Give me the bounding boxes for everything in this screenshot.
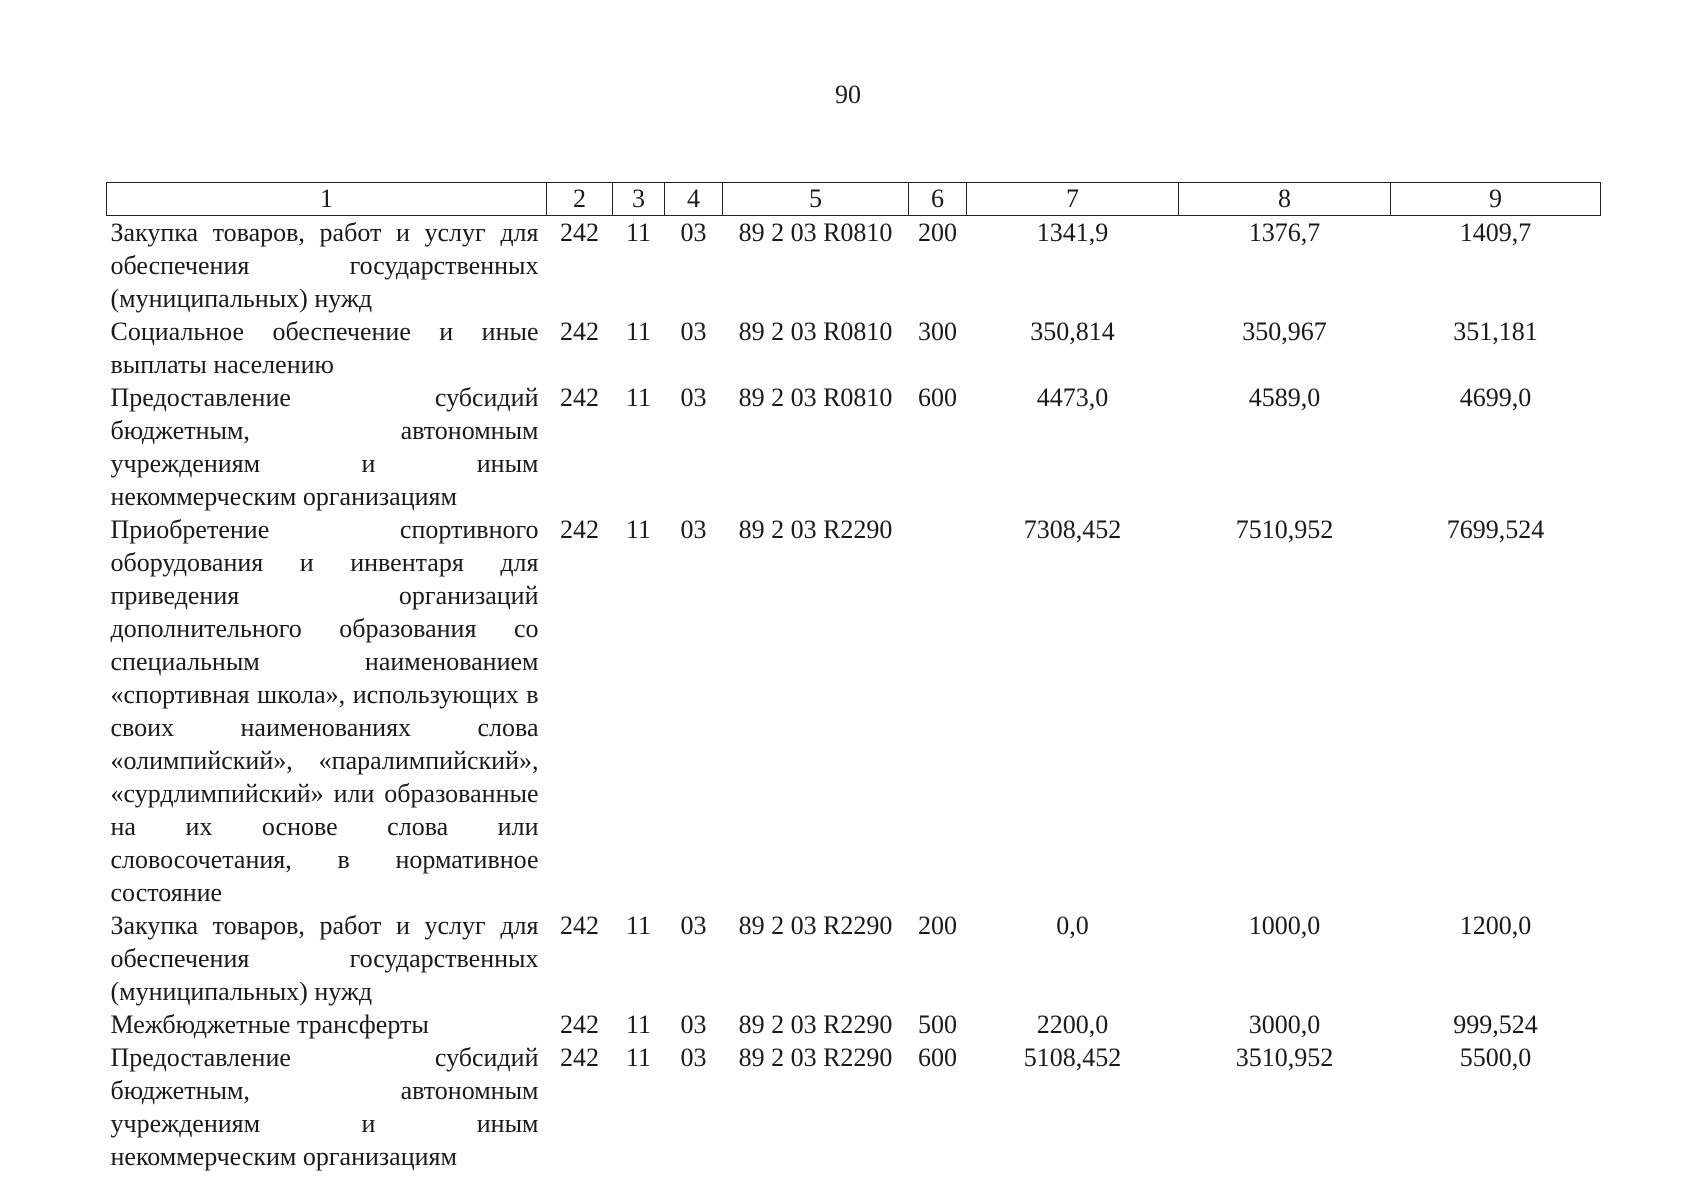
table-row: [107, 513, 1601, 909]
cell-code-section: 11: [625, 1010, 652, 1039]
cell-code-target: 89 2 03 R2290: [738, 1043, 893, 1072]
cell-code-subsection: 03: [680, 218, 707, 247]
column-header: 8: [1179, 183, 1391, 216]
cell-code-section: 11: [625, 317, 652, 346]
cell-code-section: 11: [625, 1043, 652, 1072]
cell-code-target: 89 2 03 R2290: [738, 911, 893, 940]
row-description: Предоставление субсидий бюджетным, автономным учреждениям и иным некоммерческим организациям: [110, 383, 539, 511]
cell-amount: 350,967: [1242, 317, 1327, 346]
cell-code-section: 11: [625, 218, 652, 247]
cell-code-expense-type: 300: [918, 317, 957, 346]
cell-code-section: 11: [625, 383, 652, 412]
cell-amount: 1409,7: [1459, 218, 1532, 247]
cell-amount: 1341,9: [1036, 218, 1109, 247]
column-header: 2: [547, 183, 613, 216]
cell-amount: 7308,452: [1023, 515, 1122, 544]
cell-code-ministry: 242: [560, 515, 599, 544]
column-header: 1: [107, 183, 547, 216]
row-description: Межбюджетные трансферты: [110, 1010, 429, 1039]
cell-code-target: 89 2 03 R2290: [738, 515, 893, 544]
row-description: Закупка товаров, работ и услуг для обеспечения государственных (муниципальных) нужд: [110, 218, 539, 313]
cell-amount: 5108,452: [1023, 1043, 1122, 1072]
table-body: [107, 216, 1601, 1174]
cell-amount: 1000,0: [1248, 911, 1321, 940]
cell-code-target: 89 2 03 R0810: [738, 218, 893, 247]
cell-code-expense-type: 500: [918, 1010, 957, 1039]
cell-code-ministry: 242: [560, 218, 599, 247]
table-row: [107, 381, 1601, 513]
cell-amount: 0,0: [1056, 911, 1089, 940]
cell-amount: 2200,0: [1036, 1010, 1109, 1039]
cell-code-subsection: 03: [680, 1043, 707, 1072]
cell-code-target: 89 2 03 R0810: [738, 383, 893, 412]
table-row: [107, 1008, 1601, 1041]
cell-amount: 7699,524: [1446, 515, 1545, 544]
cell-code-section: 11: [625, 911, 652, 940]
column-header: 6: [909, 183, 967, 216]
cell-amount: 4473,0: [1036, 383, 1109, 412]
cell-code-ministry: 242: [560, 317, 599, 346]
column-header: 9: [1391, 183, 1601, 216]
cell-code-target: 89 2 03 R2290: [738, 1010, 893, 1039]
cell-amount: 1376,7: [1248, 218, 1321, 247]
cell-amount: 3510,952: [1235, 1043, 1334, 1072]
cell-code-subsection: 03: [680, 1010, 707, 1039]
row-description: Приобретение спортивного оборудования и инвентаря для приведения организаций дополнительного образования со специальным наименованием «спортивная школа», использующих в своих наименованиях слова «олимпийский», «паралимпийский», «сурдлимпийский» или образованные на их основе слова или словосочетания, в нормативное состояние: [110, 515, 539, 907]
row-description: Предоставление субсидий бюджетным, автономным учреждениям и иным некоммерческим организациям: [110, 1043, 539, 1171]
column-header: 7: [967, 183, 1179, 216]
cell-code-expense-type: 600: [918, 383, 957, 412]
column-header: 4: [665, 183, 723, 216]
page-number: 90: [835, 80, 861, 109]
cell-code-subsection: 03: [680, 515, 707, 544]
cell-code-subsection: 03: [680, 911, 707, 940]
cell-code-expense-type: [909, 513, 967, 909]
budget-table: [106, 182, 1601, 1173]
column-header: 3: [613, 183, 665, 216]
cell-code-ministry: 242: [560, 383, 599, 412]
header-row: [107, 183, 1601, 216]
cell-amount: 351,181: [1453, 317, 1538, 346]
cell-code-subsection: 03: [680, 383, 707, 412]
table-header: [107, 183, 1601, 216]
cell-amount: 4699,0: [1459, 383, 1532, 412]
cell-code-target: 89 2 03 R0810: [738, 317, 893, 346]
cell-amount: 1200,0: [1459, 911, 1532, 940]
cell-code-ministry: 242: [560, 911, 599, 940]
cell-amount: 3000,0: [1248, 1010, 1321, 1039]
cell-code-expense-type: 200: [918, 218, 957, 247]
cell-amount: 5500,0: [1459, 1043, 1532, 1072]
table-row: [107, 216, 1601, 316]
cell-code-ministry: 242: [560, 1010, 599, 1039]
cell-amount: 350,814: [1030, 317, 1115, 346]
cell-code-ministry: 242: [560, 1043, 599, 1072]
cell-code-expense-type: 600: [918, 1043, 957, 1072]
cell-amount: 7510,952: [1235, 515, 1334, 544]
row-description: Закупка товаров, работ и услуг для обеспечения государственных (муниципальных) нужд: [110, 911, 539, 1006]
column-header: 5: [723, 183, 909, 216]
table-row: [107, 909, 1601, 1008]
table-row: [107, 315, 1601, 381]
cell-code-section: 11: [625, 515, 652, 544]
row-description: Социальное обеспечение и иные выплаты населению: [110, 317, 539, 379]
cell-amount: 999,524: [1453, 1010, 1538, 1039]
cell-code-expense-type: 200: [918, 911, 957, 940]
table-row: [107, 1041, 1601, 1173]
cell-amount: 4589,0: [1248, 383, 1321, 412]
cell-code-subsection: 03: [680, 317, 707, 346]
